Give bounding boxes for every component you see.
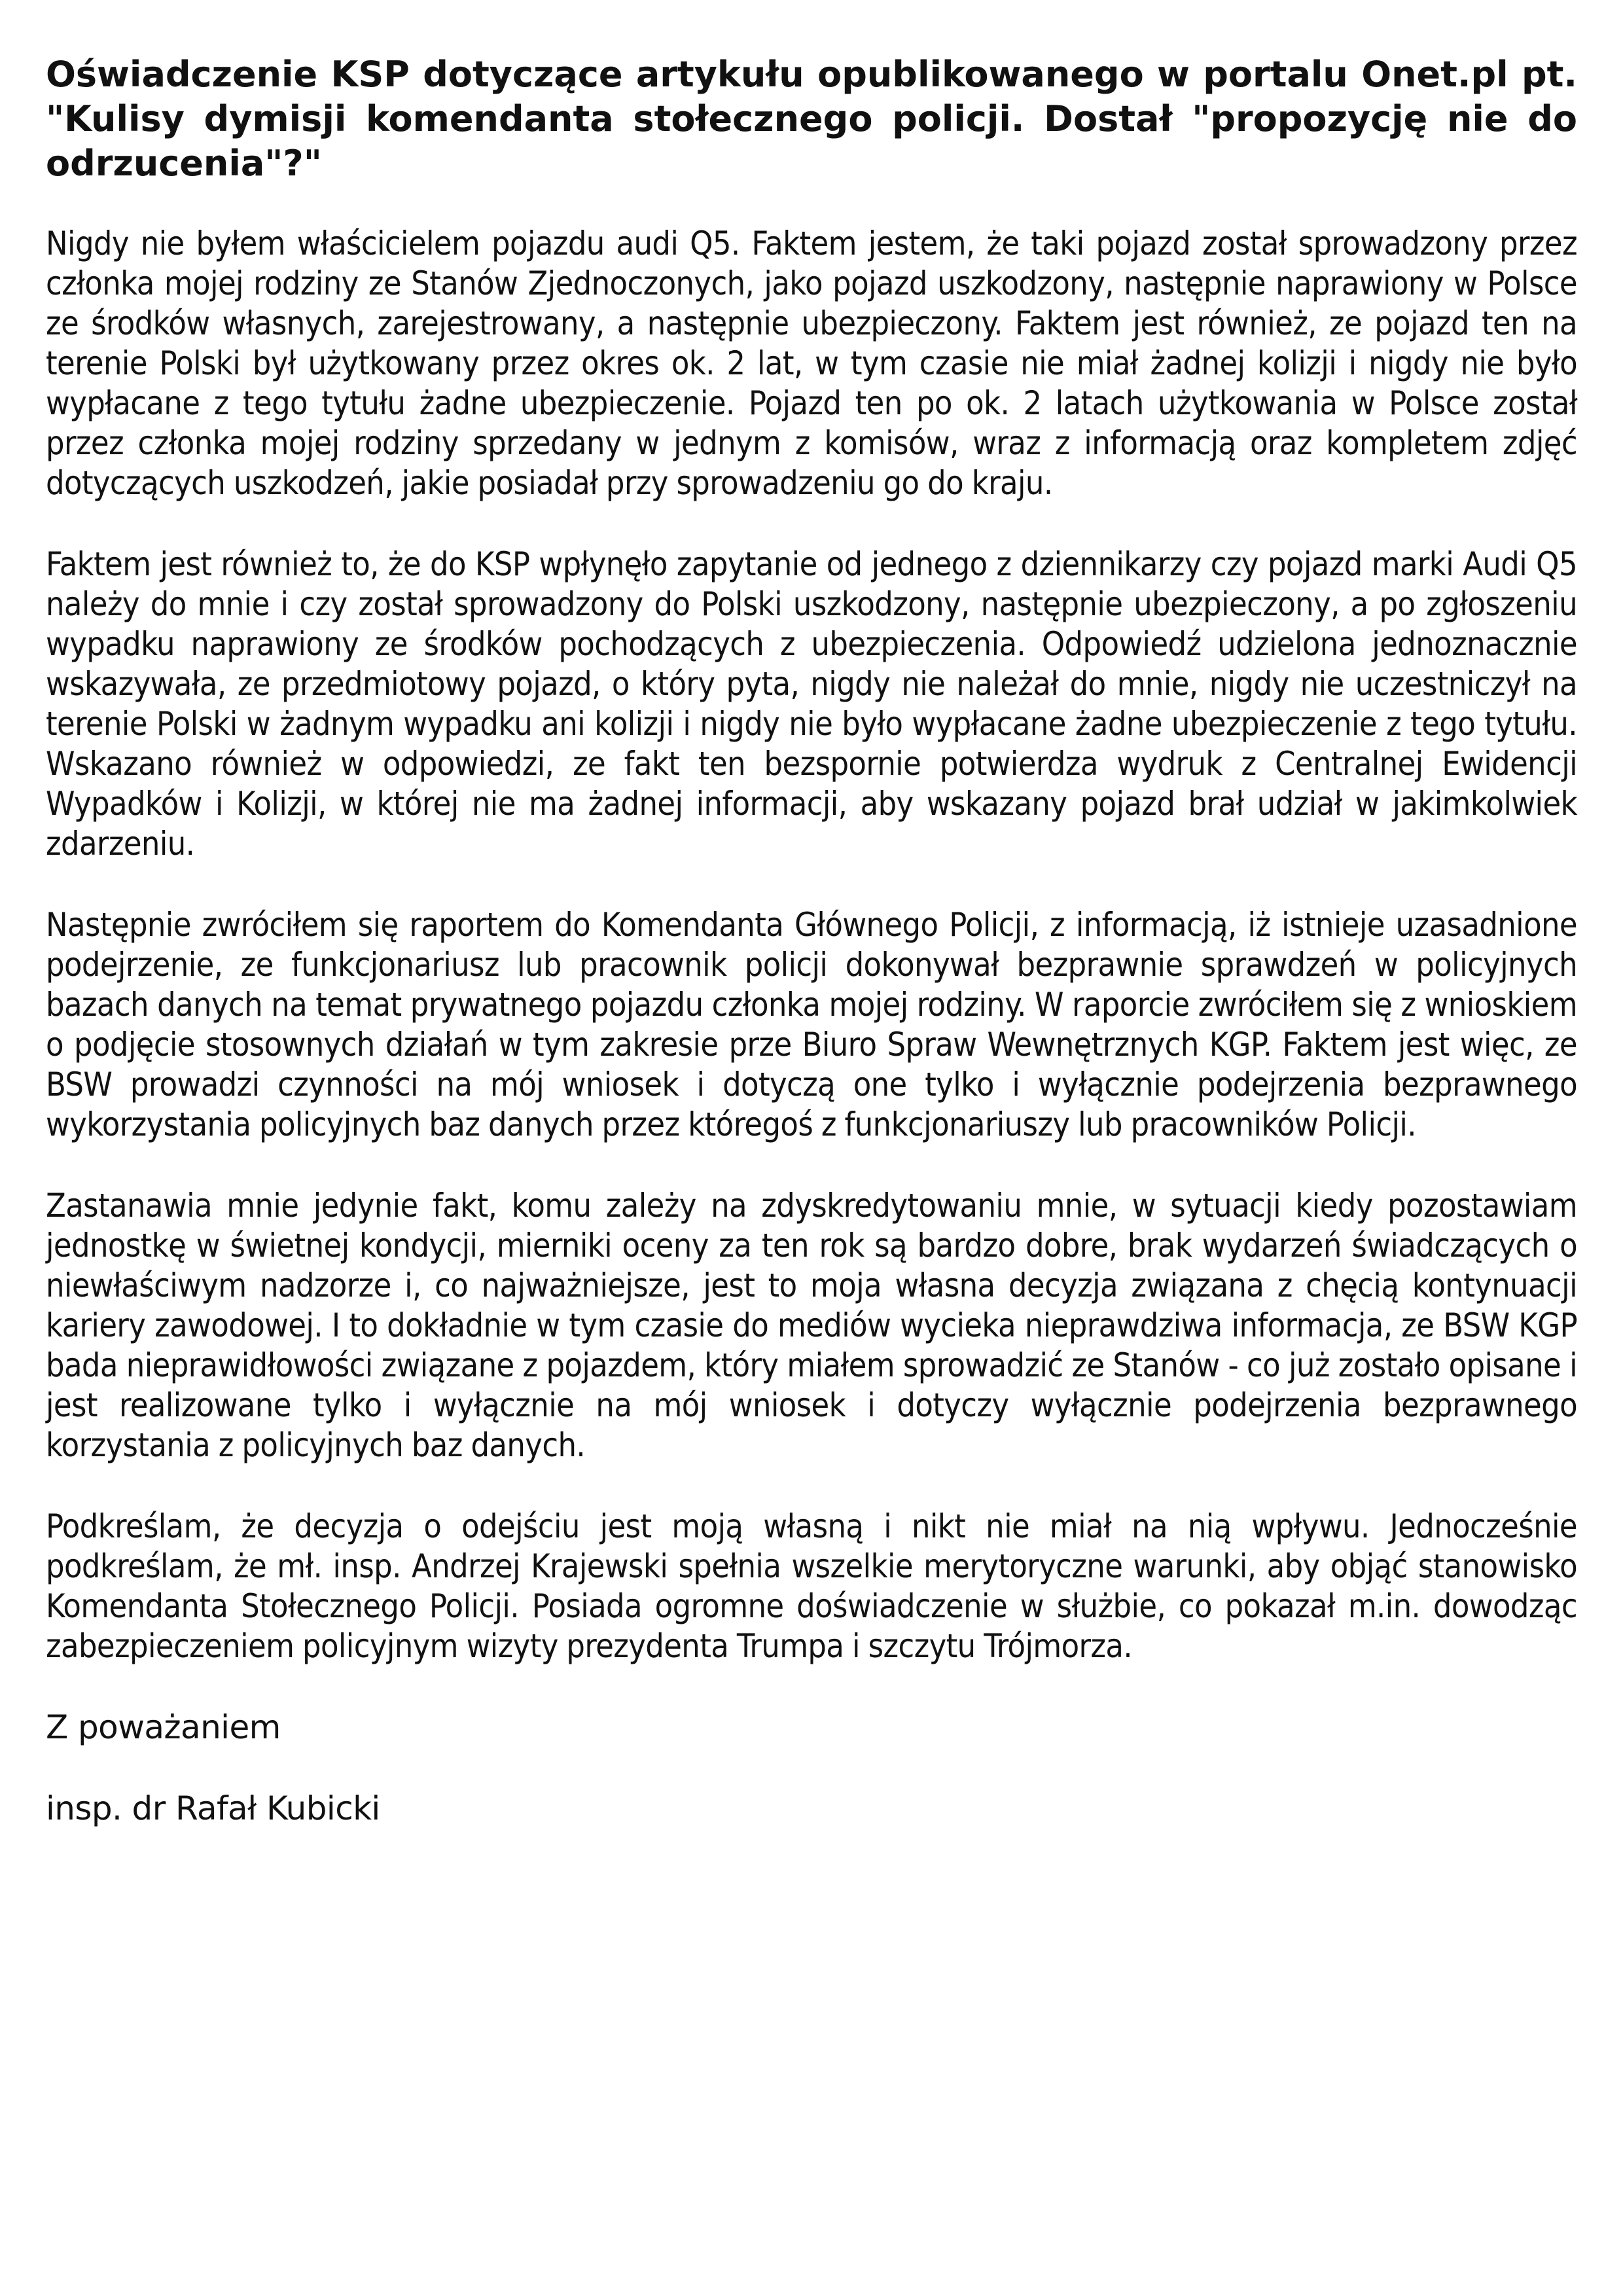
closing-salutation: Z poważaniem — [46, 1708, 281, 1746]
paragraph-journalist-inquiry: Faktem jest również to, że do KSP wpłynęło zapytanie od jednego z dziennikarzy czy pojazd marki Audi Q5 należy do mnie i czy został sprowadzony do Polski uszkodzony, następnie ubezpieczony, a po zgłoszeniu wypadku naprawiony ze środków pochodzących z ubezpieczenia. Odpowiedź udzielona jednoznacznie wskazywała, ze przedmiotowy pojazd, o który pyta, nigdy nie należał do mnie, nigdy nie uczestniczył na terenie Polski w żadnym wypadku ani kolizji i nigdy nie było wypłacane żadne ubezpieczenie z tego tytułu. Wskazano również w odpowiedzi, ze fakt ten bezspornie potwierdza wydruk z Centralnej Ewidencji Wypadków i Kolizji, w której nie ma żadnej informacji, aby wskazany pojazd brał udział w jakimkolwiek zdarzeniu. — [46, 545, 1577, 863]
paragraph-report-to-commander: Następnie zwróciłem się raportem do Komendanta Głównego Policji, z informacją, iż istnieje uzasadnione podejrzenie, ze funkcjonariusz lub pracownik policji dokonywał bezprawnie sprawdzeń w policyjnych bazach danych na temat prywatnego pojazdu członka mojej rodziny. W raporcie zwróciłem się z wnioskiem o podjęcie stosownych działań w tym zakresie prze Biuro Spraw Wewnętrznych KGP. Faktem jest więc, ze BSW prowadzi czynności na mój wniosek i dotyczą one tylko i wyłącznie podejrzenia bezprawnego wykorzystania policyjnych baz danych przez któregoś z funkcjonariuszy lub pracowników Policji. — [46, 906, 1577, 1143]
document-title: Oświadczenie KSP dotyczące artykułu opublikowanego w portalu Onet.pl pt. "Kulisy dymisji komendanta stołecznego policji. Dostał "propozycję nie do odrzucenia"?" — [46, 54, 1577, 184]
paragraph-resignation: Podkreślam, że decyzja o odejściu jest moją własną i nikt nie miał na nią wpływu. Jednocześnie podkreślam, że mł. insp. Andrzej Krajewski spełnia wszelkie merytoryczne warunki, aby objąć stanowisko Komendanta Stołecznego Policji. Posiada ogromne doświadczenie w służbie, co pokazał m.in. dowodząc zabezpieczeniem policyjnym wizyty prezydenta Trumpa i szczytu Trójmorza. — [46, 1507, 1577, 1665]
paragraph-discreditation: Zastanawia mnie jedynie fakt, komu zależy na zdyskredytowaniu mnie, w sytuacji kiedy pozostawiam jednostkę w świetnej kondycji, mierniki oceny za ten rok są bardzo dobre, brak wydarzeń świadczących o niewłaściwym nadzorze i, co najważniejsze, jest to moja własna decyzja związana z chęcią kontynuacji kariery zawodowej. I to dokładnie w tym czasie do mediów wycieka nieprawdziwa informacja, ze BSW KGP bada nieprawidłowości związane z pojazdem, który miałem sprowadzić ze Stanów - co już zostało opisane i jest realizowane tylko i wyłącznie na mój wniosek i dotyczy wyłącznie podejrzenia bezprawnego korzystania z policyjnych baz danych. — [46, 1187, 1577, 1464]
signature-name: insp. dr Rafał Kubicki — [46, 1789, 380, 1827]
paragraph-vehicle-ownership: Nigdy nie byłem właścicielem pojazdu audi Q5. Faktem jestem, że taki pojazd został sprowadzony przez członka mojej rodziny ze Stanów Zjednoczonych, jako pojazd uszkodzony, następnie naprawiony w Polsce ze środków własnych, zarejestrowany, a następnie ubezpieczony. Faktem jest również, ze pojazd ten na terenie Polski był użytkowany przez okres ok. 2 lat, w tym czasie nie miał żadnej kolizji i nigdy nie było wypłacane z tego tytułu żadne ubezpieczenie. Pojazd ten po ok. 2 latach użytkowania w Polsce został przez członka mojej rodziny sprzedany w jednym z komisów, wraz z informacją oraz kompletem zdjęć dotyczących uszkodzeń, jakie posiadał przy sprowadzeniu go do kraju. — [46, 224, 1577, 502]
statement-document — [46, 52, 1577, 1870]
